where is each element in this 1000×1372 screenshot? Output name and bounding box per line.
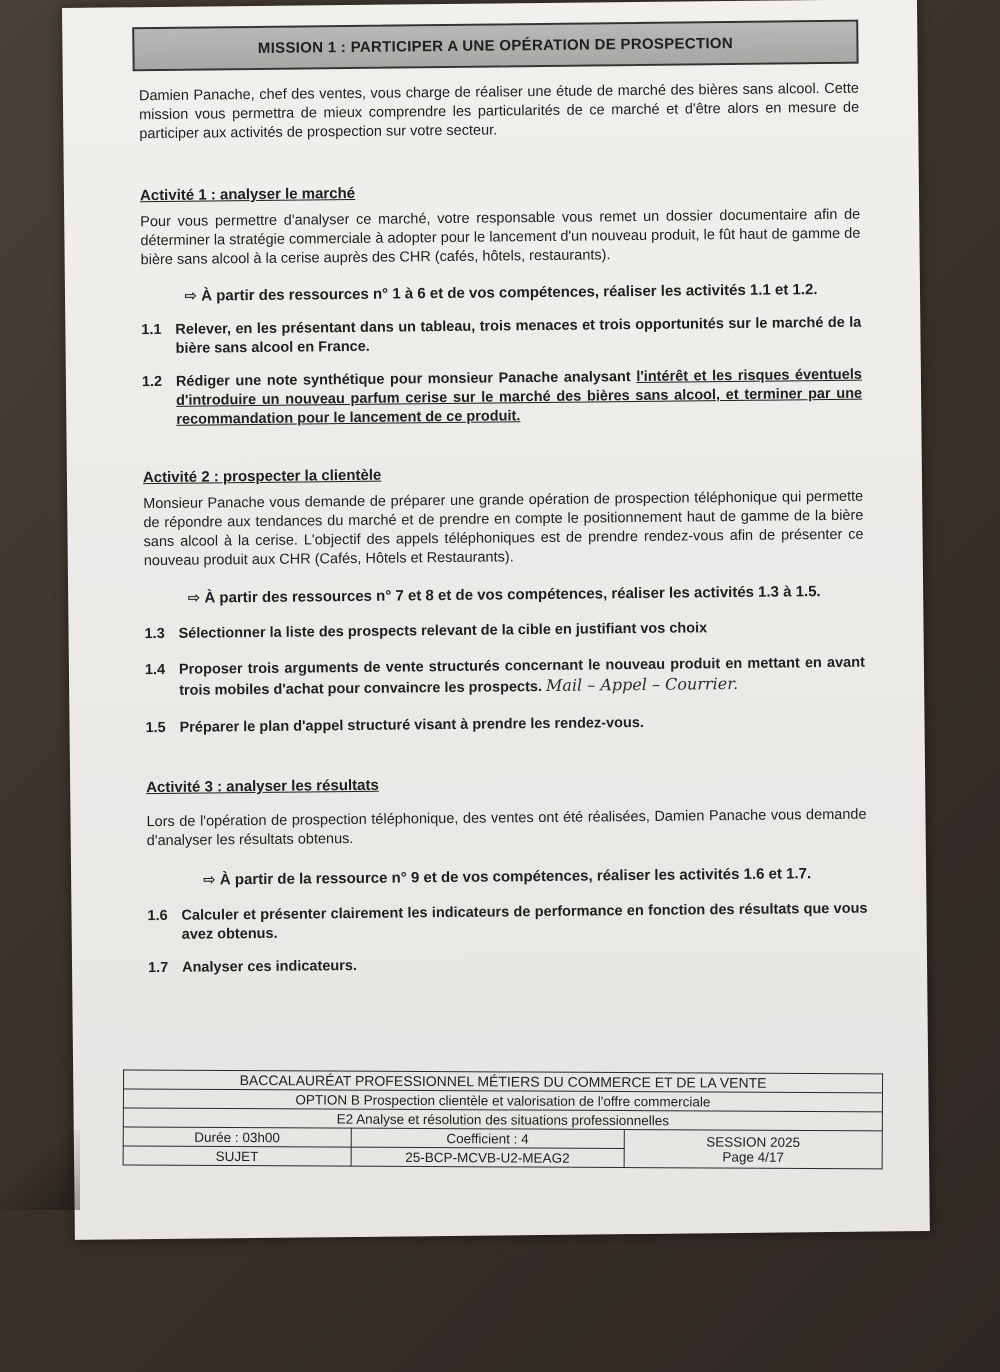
task-1-5 xyxy=(145,712,865,739)
footer-session: SESSION 2025 xyxy=(706,1133,801,1150)
intro-paragraph: Damien Panache, chef des ventes, vous charge de réaliser une étude de marché des bières sans alcool. Cette mission vous permettra de mieux comprendre les particularités de ce marché et d'être alors en mesure de participer aux activités de prospection sur votre secteur. xyxy=(138,80,860,143)
footer-page: Page 4/17 xyxy=(722,1149,784,1165)
task-text xyxy=(176,366,863,430)
footer-diploma: BACCALAURÉAT PROFESSIONNEL MÉTIERS DU COMMERCE ET DE LA VENTE xyxy=(124,1070,883,1093)
activity3-directive: ⇨ À partir de la ressource n° 9 et de vos compétences, réaliser les activités 1.6 et 1.7. xyxy=(203,865,812,889)
task-text: Relever, en les présentant dans un tableau, trois menaces et trois opportunités sur le marché de la bière sans alcool en France. xyxy=(175,314,862,357)
activity2-directive: ⇨ À partir des ressources n° 7 et 8 et de vos compétences, réaliser les activités 1.3 à 1.5. xyxy=(187,583,821,607)
task-number: 1.7 xyxy=(147,959,169,977)
footer-duree: Durée : 03h00 xyxy=(123,1127,351,1147)
task-text-underlined: l'intérêt et les risques éventuels d'introduire un nouveau parfum cerise sur le marché des bières sans alcool, et terminer par une recommandation pour le lancement de ce produit. xyxy=(176,366,863,428)
task-text xyxy=(179,654,865,701)
task-text: Sélectionner la liste des prospects relevant de la cible en justifiant vos choix xyxy=(178,620,708,642)
exam-footer-table xyxy=(123,1069,883,1169)
activity3-paragraph: Lors de l'opération de prospection téléphonique, des ventes ont été réalisées, Damien Panache vous demande d'analyser les résultats obtenus. xyxy=(146,806,867,850)
activity2-paragraph: Monsieur Panache vous demande de préparer une grande opération de prospection téléphonique qui permette de répondre aux tendances du marché et de prendre en compte le positionnement haut de gamme de la bière sans alcool à la cerise. L'objectif des appels téléphoniques est de prendre rendez-vous afin de présenter ce nouveau produit aux CHR (Cafés, Hôtels et Restaurants). xyxy=(143,488,864,570)
footer-coefficient: Coefficient : 4 xyxy=(351,1128,624,1148)
task-text: Analyser ces indicateurs. xyxy=(181,957,358,976)
task-1-6 xyxy=(147,900,867,946)
task-number: 1.5 xyxy=(145,719,166,737)
task-1-2 xyxy=(142,366,863,431)
activity1-directive: ⇨ À partir des ressources n° 1 à 6 et de vos compétences, réaliser les activités 1.1 et 1.2. xyxy=(184,281,818,305)
task-number: 1.3 xyxy=(144,625,165,643)
page-shadow-corner xyxy=(0,1130,80,1210)
handwritten-note: Mail – Appel – Courrier. xyxy=(545,673,739,695)
task-number: 1.4 xyxy=(144,661,166,679)
task-number: 1.2 xyxy=(141,373,163,391)
footer-epreuve: E2 Analyse et résolution des situations professionnelles xyxy=(123,1108,882,1131)
activity2-heading: Activité 2 : prospecter la clientèle xyxy=(142,466,382,487)
activity3-heading: Activité 3 : analyser les résultats xyxy=(146,776,379,797)
task-number: 1.6 xyxy=(147,907,168,925)
exam-page xyxy=(62,0,930,1240)
task-1-3 xyxy=(144,618,864,645)
task-1-1 xyxy=(141,314,861,360)
task-text: Préparer le plan d'appel structuré visant à prendre les rendez-vous. xyxy=(179,714,644,736)
task-number: 1.1 xyxy=(141,321,162,339)
task-1-7 xyxy=(148,952,868,979)
footer-code: 25-BCP-MCVB-U2-MEAG2 xyxy=(351,1147,624,1167)
footer-option: OPTION B Prospection clientèle et valorisation de l'offre commerciale xyxy=(123,1089,882,1112)
footer-session-page xyxy=(624,1130,882,1169)
task-text-main: Proposer trois arguments de vente structurés concernant le nouveau produit en mettant en avant trois mobiles d'achat pour convaincre les prospects. xyxy=(178,654,865,699)
task-1-4 xyxy=(145,654,865,702)
activity1-paragraph: Pour vous permettre d'analyser ce marché, votre responsable vous remet un dossier documentaire afin de déterminer la stratégie commerciale à adopter pour le lancement d'un nouveau produit, le fût haut de gamme de bière sans alcool à la cerise auprès des CHR (cafés, hôtels, restaurants). xyxy=(140,206,861,269)
task-text: Calculer et présenter clairement les indicateurs de performance en fonction des résultats que vous avez obtenus. xyxy=(181,900,868,943)
mission-title: MISSION 1 : PARTICIPER A UNE OPÉRATION DE PROSPECTION xyxy=(132,20,858,72)
task-text-part-a: Rédiger une note synthétique pour monsieur Panache analysant xyxy=(175,369,637,390)
activity1-heading: Activité 1 : analyser le marché xyxy=(139,184,356,205)
footer-sujet: SUJET xyxy=(123,1146,351,1166)
